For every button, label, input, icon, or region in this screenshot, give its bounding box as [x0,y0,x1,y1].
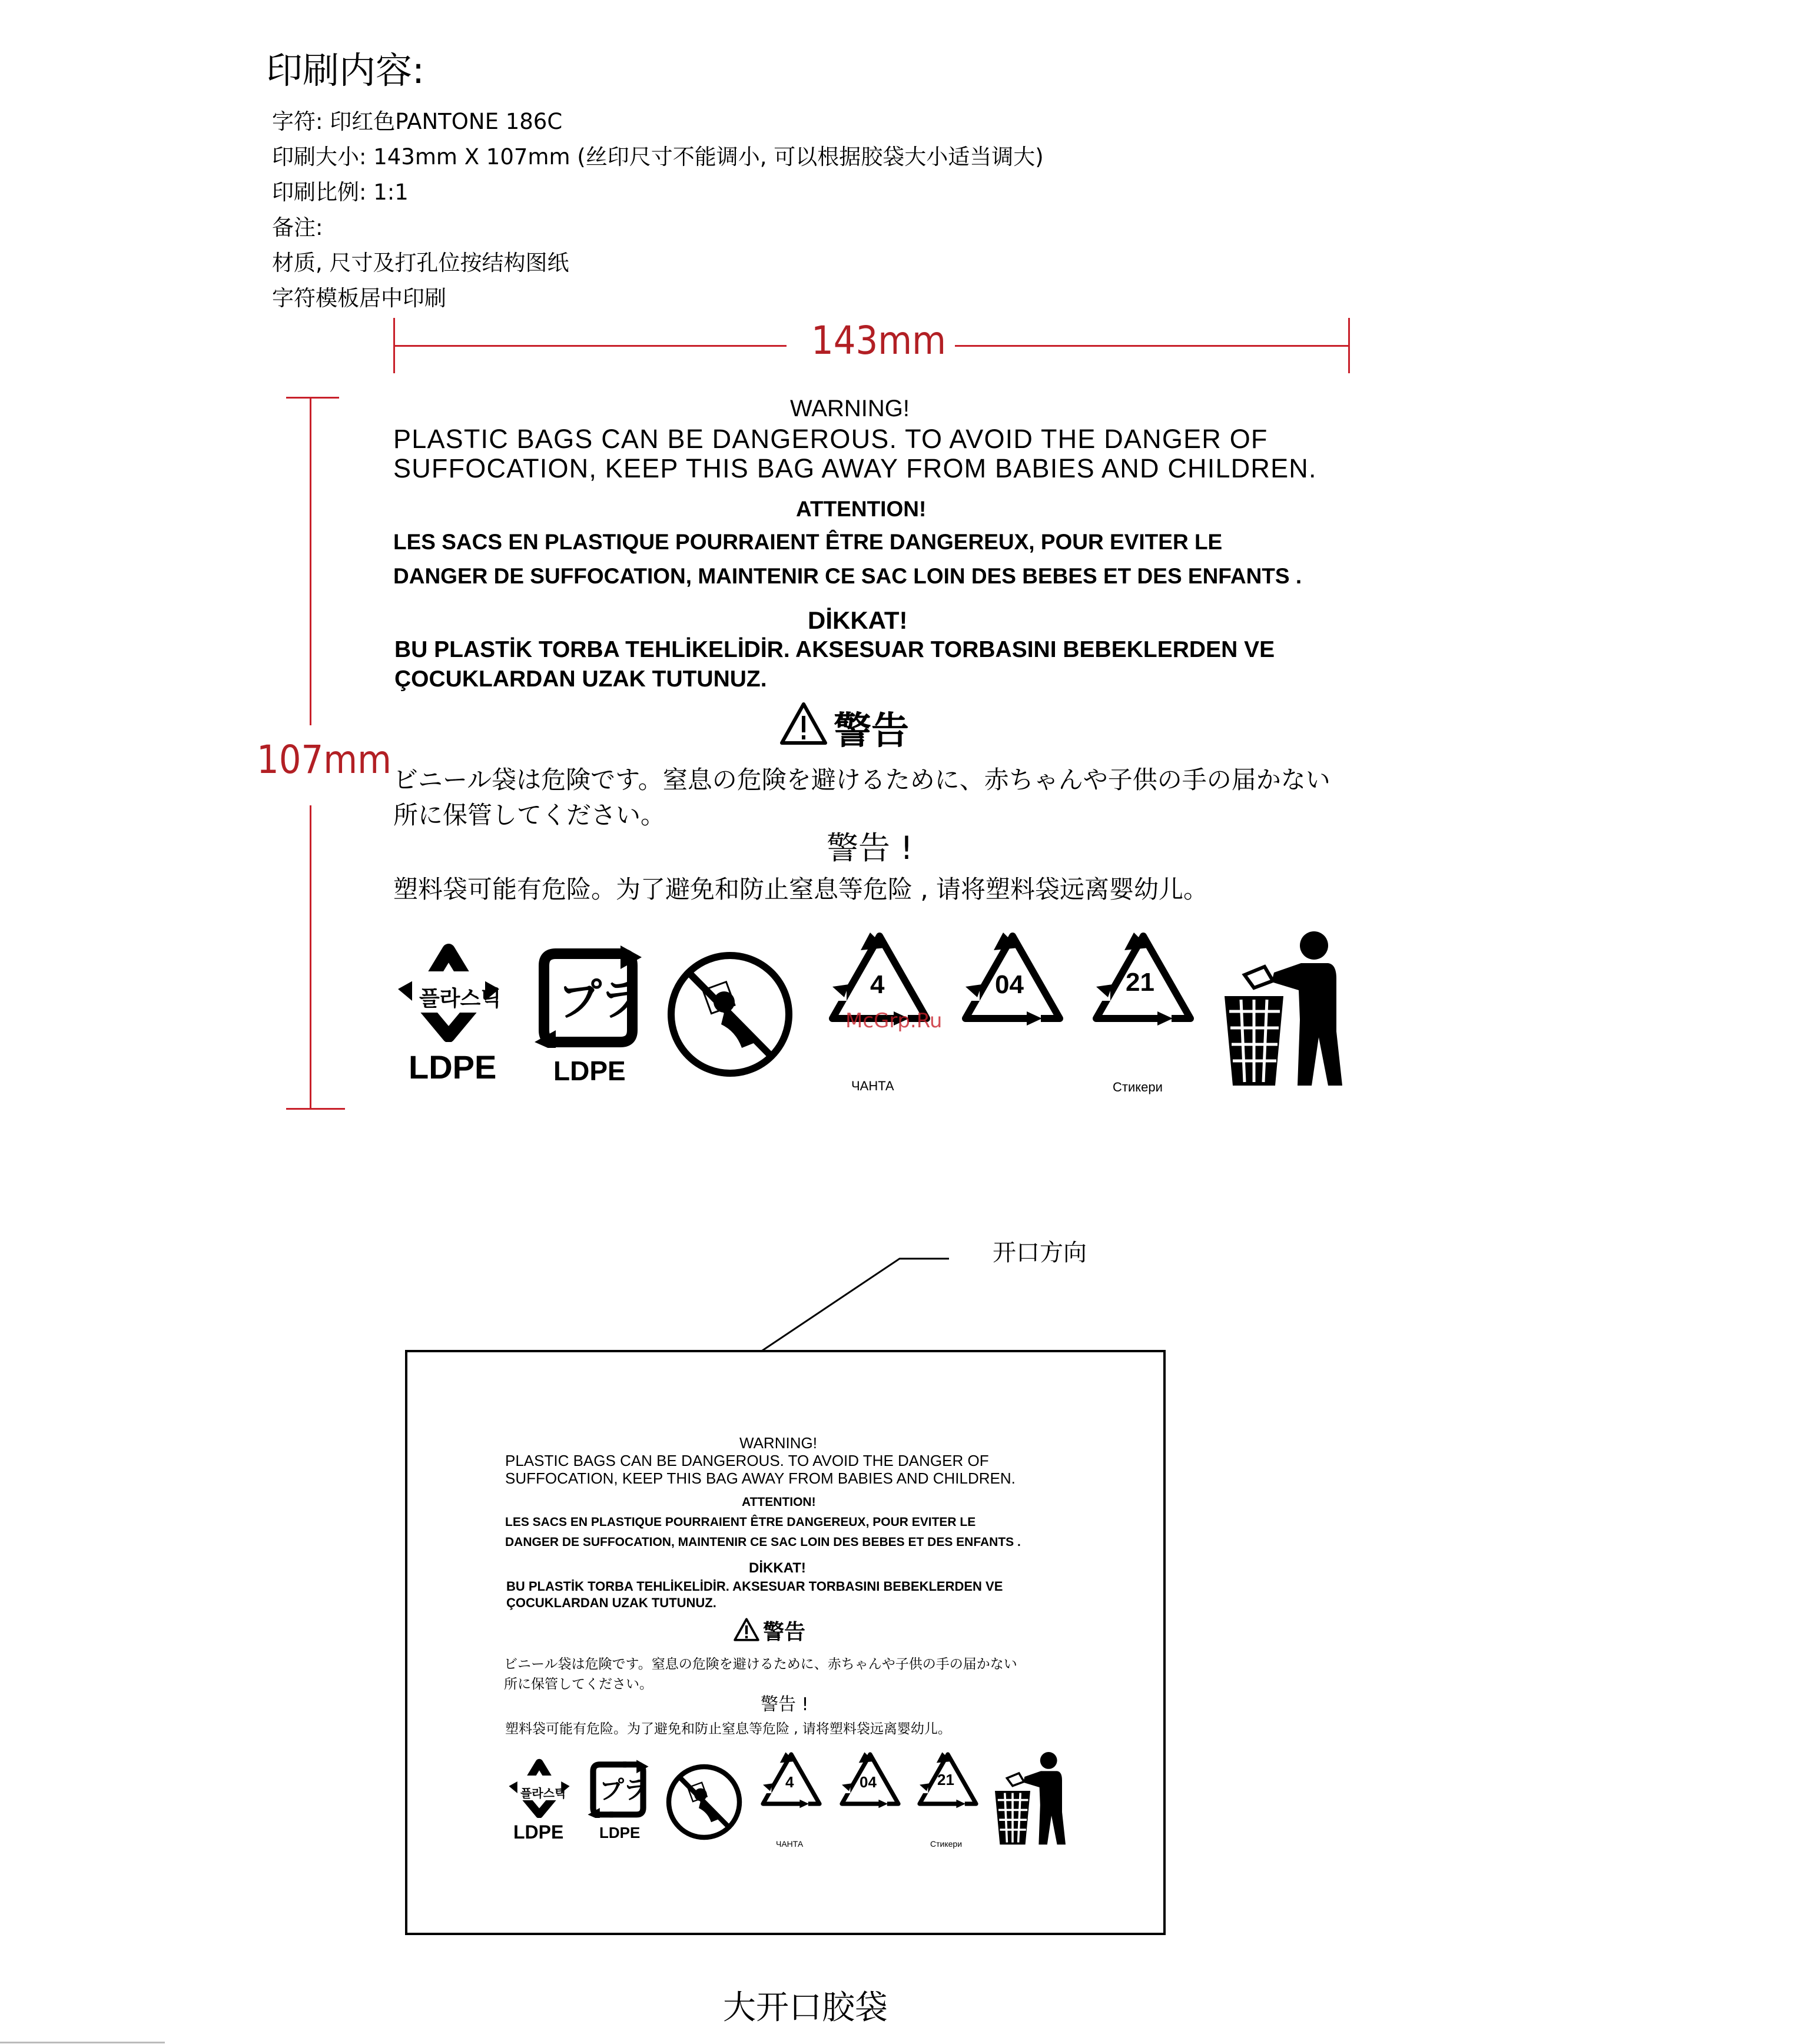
small-tidy-man-icon [991,1752,1069,1850]
warning-jp-line-1: ビニール袋は危険です。窒息の危険を避けるために、赤ちゃんや子供の手の届かない [393,765,1330,794]
bag-caption: 大开口胶袋 [723,1989,888,2027]
spec-line-6: 字符模板居中印刷 [272,286,446,311]
spec-line-3: 印刷比例: 1:1 [272,180,409,205]
warning-fr-line-1: LES SACS EN PLASTIQUE POURRAIENT ÊTRE DANGEREUX, POUR EVITER LE [393,530,1223,554]
small-warning-fr-line-2: DANGER DE SUFFOCATION, MAINTENIR CE SAC LOIN DES BEBES ET DES ENFANTS . [505,1535,1021,1549]
small-warning-en-line-1: PLASTIC BAGS CAN BE DANGEROUS. TO AVOID THE DANGER OF [505,1452,989,1469]
small-warning-jp-line-2: 所に保管してください。 [504,1677,653,1692]
width-label: 143mm [811,318,947,363]
warning-jp-title: 警告 [834,709,909,753]
ldpe-label-1: LDPE [409,1048,497,1086]
no-baby-icon [665,949,795,1082]
small-warning-tr-line-2: ÇOCUKLARDAN UZAK TUTUNUZ. [506,1595,716,1610]
pla-label: プラ [558,975,641,1026]
small-warning-tr-line-1: BU PLASTİK TORBA TEHLİKELİDİR. AKSESUAR TORBASINI BEBEKLERDEN VE [506,1579,1003,1594]
warning-cn-line-1: 塑料袋可能有危险。为了避免和防止窒息等危险 , 请将塑料袋远离婴幼儿。 [393,875,1209,904]
warning-fr-line-2: DANGER DE SUFFOCATION, MAINTENIR CE SAC LOIN DES BEBES ET DES ENFANTS . [393,564,1302,588]
small-recycle-21-label: 21 [937,1771,954,1788]
small-warning-jp-line-1: ビニール袋は危険です。窒息の危険を避けるために、赤ちゃんや子供の手の届かない [504,1657,1017,1672]
page-edge-mark [0,2042,165,2043]
warning-en-title: WARNING! [790,396,910,422]
spec-line-4: 备注: [272,215,323,240]
caption-chanta: ЧАНТА [851,1079,894,1093]
warning-fr-title: ATTENTION! [796,497,927,521]
warning-cn-title: 警告 ! [827,829,913,867]
opening-direction-label: 开口方向 [993,1239,1087,1266]
small-warning-triangle-icon [734,1618,759,1644]
small-warning-cn-title: 警告 ! [761,1694,809,1715]
recycle-4-label: 4 [870,970,885,999]
small-warning-fr-title: ATTENTION! [742,1495,816,1509]
recycle-21-label: 21 [1126,968,1154,997]
height-label: 107mm [257,737,392,782]
caption-stikeri: Стикери [1113,1080,1163,1094]
small-ldpe-label-2: LDPE [599,1824,641,1841]
korean-plastic-label: 플라스틱 [419,987,502,1011]
small-warning-fr-line-1: LES SACS EN PLASTIQUE POURRAIENT ÊTRE DANGEREUX, POUR EVITER LE [505,1515,976,1529]
watermark: McGrp.Ru [845,1009,943,1033]
small-ldpe-label-1: LDPE [513,1821,564,1843]
small-warning-en-line-2: SUFFOCATION, KEEP THIS BAG AWAY FROM BABIES AND CHILDREN. [505,1469,1016,1487]
small-caption-stikeri: Стикери [930,1839,963,1849]
warning-tr-line-2: ÇOCUKLARDAN UZAK TUTUNUZ. [394,666,767,692]
small-pla-label: プラ [599,1776,647,1804]
page-title: 印刷内容: [266,49,424,92]
small-no-baby-icon [665,1763,743,1844]
small-recycle-4-label: 4 [785,1773,794,1791]
tidy-man-icon [1219,931,1348,1093]
small-caption-chanta: ЧАНТА [776,1839,804,1849]
spec-line-5: 材质, 尺寸及打孔位按结构图纸 [272,250,569,276]
small-korean-plastic-label: 플라스틱 [520,1786,566,1800]
warning-jp-line-2: 所に保管してください。 [393,801,666,829]
small-warning-cn-line-1: 塑料袋可能有危险。为了避免和防止窒息等危险 , 请将塑料袋远离婴幼儿。 [505,1721,951,1737]
warning-en-line-1: PLASTIC BAGS CAN BE DANGEROUS. TO AVOID THE DANGER OF [393,424,1268,454]
spec-line-2: 印刷大小: 143mm X 107mm (丝印尺寸不能调小, 可以根据胶袋大小适当调大) [272,144,1044,170]
spec-line-1: 字符: 印红色PANTONE 186C [272,109,563,134]
warning-en-line-2: SUFFOCATION, KEEP THIS BAG AWAY FROM BABIES AND CHILDREN. [393,453,1317,483]
small-warning-tr-title: DİKKAT! [749,1560,806,1576]
warning-triangle-icon [779,702,828,748]
ldpe-label-2: LDPE [553,1056,626,1086]
warning-tr-title: DİKKAT! [808,606,908,634]
small-recycle-04-label: 04 [860,1773,877,1791]
warning-tr-line-1: BU PLASTİK TORBA TEHLİKELİDİR. AKSESUAR TORBASINI BEBEKLERDEN VE [394,637,1275,662]
small-warning-en-title: WARNING! [739,1434,817,1452]
small-warning-jp-title: 警告 [763,1620,806,1644]
recycle-04-label: 04 [995,970,1024,999]
